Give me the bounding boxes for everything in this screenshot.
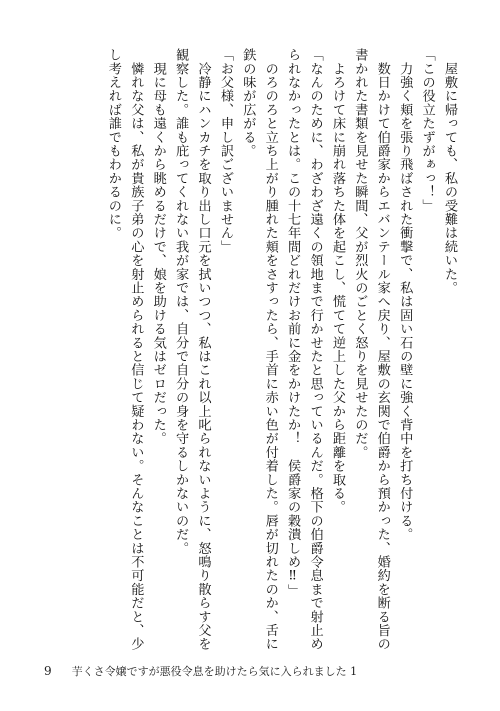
text-line: 憐れな父は、私が貴族子弟の心を射止められると信じて疑わない。そんなことは不可能だと、少 <box>128 48 144 651</box>
text-line: 「お父様、申し訳ございません」 <box>217 48 233 254</box>
text-line: し考えれば誰でもわかるのに。 <box>105 48 121 240</box>
text-line: 屋敷に帰っても、私の受難は続いた。 <box>442 48 457 295</box>
text-line: 「この役立たずがぁっ！」 <box>419 48 435 213</box>
text-line: 現に母も遠くから眺めるだけで、娘を助ける気はゼロだった。 <box>150 48 166 446</box>
book-title: 芋くさ令嬢ですが悪役令息を助けたら気に入られました 1 <box>71 665 358 678</box>
text-line: よろけて床に崩れ落ちた体を起こし、慌てて逆上した父から距離を取る。 <box>329 48 345 514</box>
page-footer <box>44 663 357 679</box>
text-line: 書かれた書類を見せた瞬間、父が烈火のごとく怒りを見せたのだ。 <box>352 48 368 459</box>
text-line: 数日かけて伯爵家からエバンテール家へ戻り、屋敷の玄関で伯爵から預かった、婚約を断る旨の <box>374 48 390 651</box>
text-line: 「なんのために、わざわざ遠くの領地まで行かせたと思っているんだ。格下の伯爵令息まで射止め <box>307 48 323 651</box>
body-text <box>102 48 461 651</box>
page-number: 9 <box>44 664 52 678</box>
text-line: 鉄の味が広がる。 <box>240 48 256 158</box>
text-line: られなかったとは。この十七年間どれだけお前に金をかけたか！ 侯爵家の穀潰しめ‼」 <box>285 48 301 598</box>
text-line: 冷静にハンカチを取り出し口元を拭いつつ、私はこれ以上叱られないように、怒鳴り散らす父を <box>195 48 211 651</box>
text-line: 力強く頬を張り飛ばされた衝撃で、私は固い石の壁に強く背中を打ち付ける。 <box>397 48 413 542</box>
text-line: のろのろと立ち上がり腫れた頬をさすったら、手首に赤い色が付着した。唇が切れたのか、舌に <box>262 48 278 651</box>
text-line: 観察した。誰も庇ってくれない我が家では、自分で自分の身を守るしかないのだ。 <box>173 48 189 555</box>
